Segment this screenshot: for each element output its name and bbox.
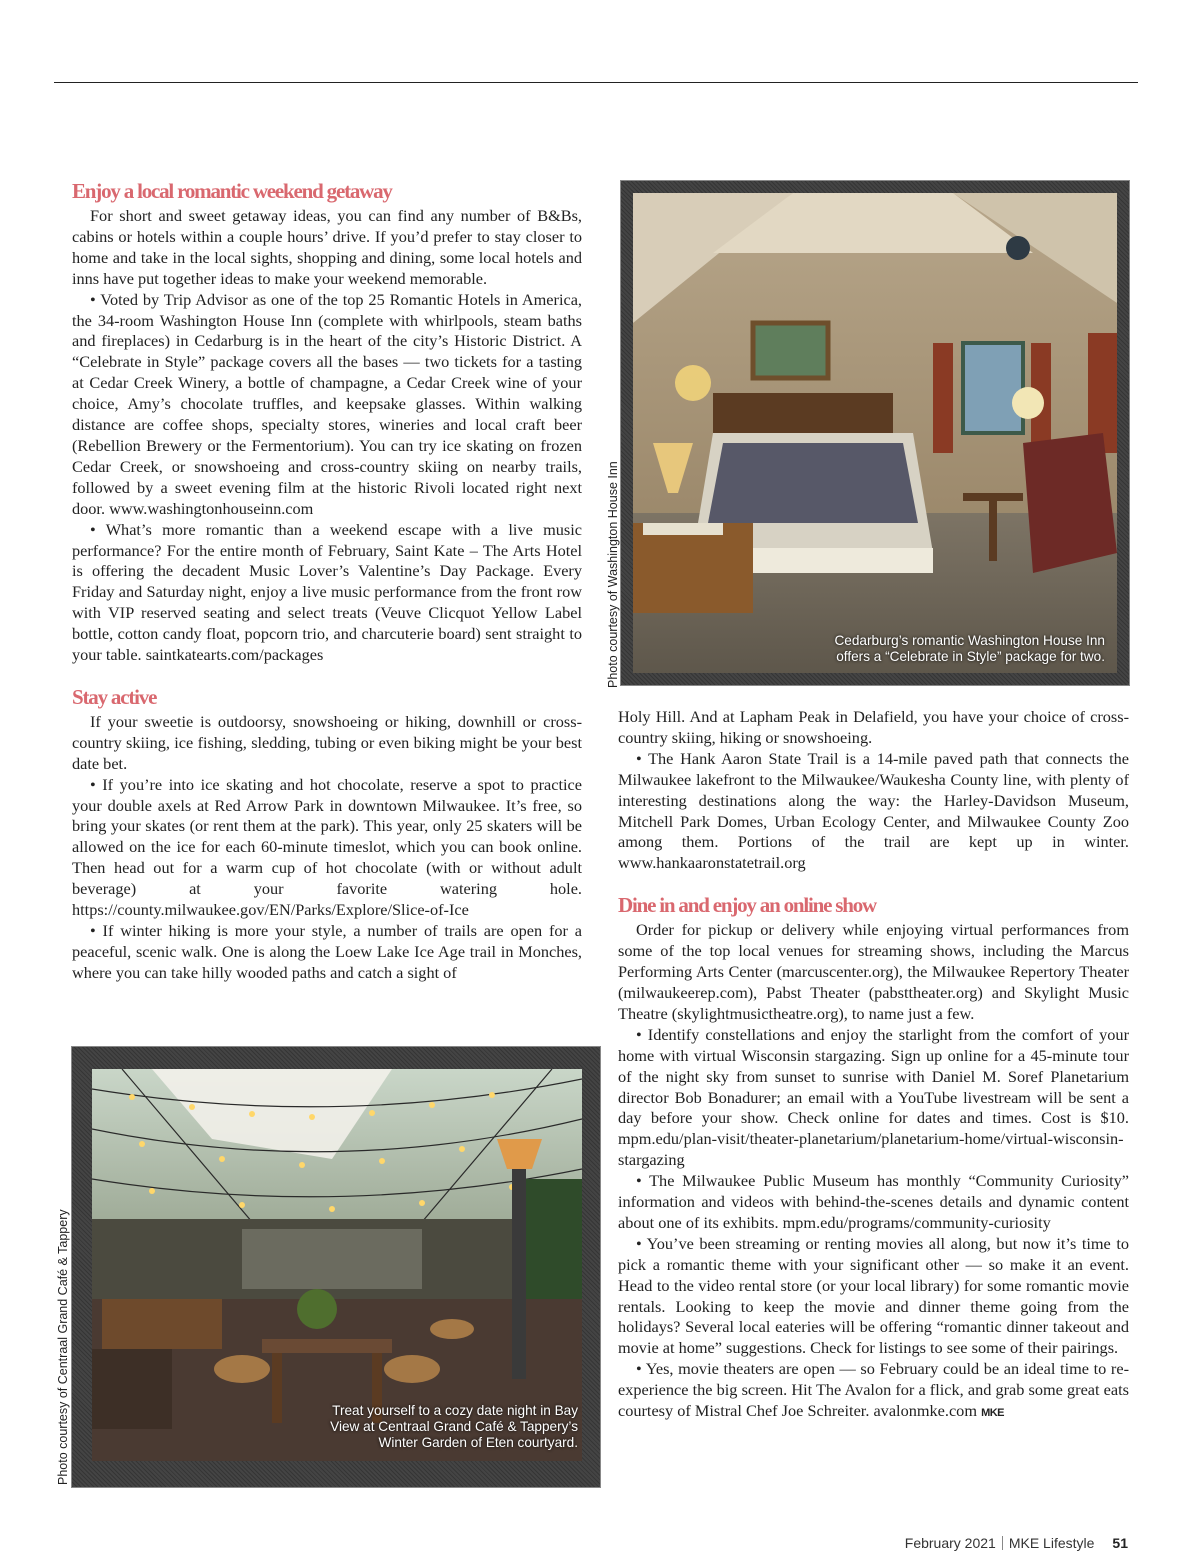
paragraph: Holy Hill. And at Lapham Peak in Delafield, you have your choice of cross-country skiing, hiking or snowshoeing. [618, 707, 1129, 747]
bedroom-illustration [633, 193, 1117, 673]
paragraph: If your sweetie is outdoorsy, snowshoeing or hiking, downhill or cross-country skiing, ice fishing, sledding, tubing or even biking might be your best date bet. [72, 711, 582, 773]
photo-credit-washington: Photo courtesy of Washington House Inn [606, 461, 620, 688]
footer-divider [1002, 1536, 1003, 1550]
photo-caption-washington [685, 633, 1105, 665]
left-column [72, 178, 582, 984]
paragraph: • The Milwaukee Public Museum has monthly “Community Curiosity” information and videos with behind-the-scenes details and dynamic content about one of its exhibits. mpm.edu/programs/community-curiosity [618, 1171, 1129, 1232]
caption-line: Cedarburg’s romantic Washington House Inn [834, 633, 1105, 648]
paragraph: • Identify constellations and enjoy the starlight from the comfort of your home with virtual Wisconsin stargazing. Sign up online for a 45-minute tour of the night sky from sunset to sunrise with Daniel M. Soref Planetarium director Bob Bonadurer; an email with a YouTube livestream will be sent a day before your show. Check online for dates and times. Cost is $10. mpm.edu/plan-visit/theater-planetarium/planetarium-home/virtual-wisconsin-stargazing [618, 1024, 1129, 1170]
paragraph: For short and sweet getaway ideas, you can find any number of B&Bs, cabins or hotels within a couple hours’ drive. If you’d prefer to stay closer to home and take in the local sights, shopping and dining, some local hotels and inns have put together ideas to make your weekend memorable. [72, 206, 582, 288]
photo-caption-centraal [248, 1403, 578, 1451]
footer-issue: February 2021 [904, 1535, 996, 1551]
paragraph: • Voted by Trip Advisor as one of the top 25 Romantic Hotels in America, the 34-room Washington House Inn (complete with whirlpools, steam baths and fireplaces) in Cedarburg is in the heart of the city’s Historic District. A “Celebrate in Style” package covers all the bases — two tickets for a tasting at Cedar Creek Winery, a bottle of champagne, a Cedar Creek wine of your choice, Amy’s chocolate truffles, and keepsake glasses. Within walking distance are coffee shops, specialty stores, wineries and local craft beer (Rebellion Brewery or the Fermentorium). You can try ice skating on frozen Cedar Creek, or snowshoeing and cross-country skiing on nearby trails, followed by a sweet evening film at the historic Rivoli located right next door. www.washingtonhouseinn.com [72, 289, 582, 518]
paragraph: • The Hank Aaron State Trail is a 14-mile paved path that connects the Milwaukee lakefront to the Milwaukee/Waukesha County line, with plenty of interesting destinations along the way: the Harley-Davidson Museum, Mitchell Park Domes, Urban Ecology Center, and Milwaukee County Zoo among them. Portions of the trail are kept up in winter. www.hankaaronstatetrail.org [618, 748, 1129, 873]
bedroom-image [633, 193, 1117, 673]
heading-dine-in: Dine in and enjoy an online show [618, 893, 877, 918]
photo-centraal-courtyard [71, 1046, 601, 1488]
paragraph-text: • Yes, movie theaters are open — so February could be an ideal time to re-experience the big screen. Hit The Avalon for a flick, and grab some great eats courtesy of Mistral Chef Joe Schreiter. avalonmke.com [618, 1359, 1129, 1421]
paragraph: • You’ve been streaming or renting movies all along, but now it’s time to pick a romantic theme with your significant other — so make it an event. Head to the video rental store (or your local library) for some romantic movie rentals. Looking to keep the movie and dinner theme going from the holidays? Several local eateries will be offering “romantic dinner takeout and movie at home” suggestions. Check for listings to see some of their pairings. [618, 1233, 1129, 1358]
paragraph: • What’s more romantic than a weekend escape with a live music performance? For the entire month of February, Saint Kate – The Arts Hotel is offering the decadent Music Lover’s Valentine’s Day Package. Every Friday and Saturday night, enjoy a live music performance from the front row with VIP reserved seating and select treats (Veuve Clicquot Yellow Label bottle, cotton candy float, popcorn trio, and charcuterie board) sent straight to your table. saintkatearts.com/packages [72, 519, 582, 665]
paragraph: Order for pickup or delivery while enjoying virtual performances from some of the top local venues for streaming shows, including the Marcus Performing Arts Center (marcuscenter.org), the Milwaukee Repertory Theater (milwaukeerep.com), Pabst Theater (pabsttheater.org) and Skylight Music Theatre (skylightmusictheatre.org), to name just a few. [618, 920, 1129, 1023]
footer-magazine: MKE Lifestyle [1008, 1535, 1095, 1551]
caption-line: View at Centraal Grand Café & Tappery’s [330, 1419, 578, 1434]
heading-stay-active: Stay active [72, 684, 157, 709]
page-number: 51 [1112, 1535, 1128, 1551]
caption-line: Winter Garden of Eten courtyard. [378, 1435, 578, 1450]
right-column [618, 707, 1129, 1424]
photo-credit-centraal: Photo courtesy of Centraal Grand Café & Tappery [56, 1209, 70, 1485]
end-mark: MKE [981, 1407, 1005, 1420]
paragraph [618, 1359, 1129, 1424]
caption-line: offers a “Celebrate in Style” package for two. [836, 649, 1105, 664]
photo-washington-house-inn [620, 180, 1130, 686]
header-rule [54, 82, 1138, 83]
heading-getaway: Enjoy a local romantic weekend getaway [72, 179, 392, 203]
page-footer [905, 1535, 1128, 1551]
caption-line: Treat yourself to a cozy date night in Bay [332, 1403, 578, 1418]
paragraph: • If you’re into ice skating and hot chocolate, reserve a spot to practice your double axels at Red Arrow Park in downtown Milwaukee. It’s free, so bring your skates (or rent them at the park). This year, only 25 skaters will be allowed on the ice for each 60-minute timeslot, which you can book online. Then head out for a warm cup of hot chocolate (with or without adult beverage) at your favorite watering hole. https://county.milwaukee.gov/EN/Parks/Explore/Slice-of-Ice [72, 774, 582, 920]
paragraph: • If winter hiking is more your style, a number of trails are open for a peaceful, scenic walk. One is along the Loew Lake Ice Age trail in Monches, where you can take hilly wooded paths and catch a sight of [72, 921, 582, 982]
